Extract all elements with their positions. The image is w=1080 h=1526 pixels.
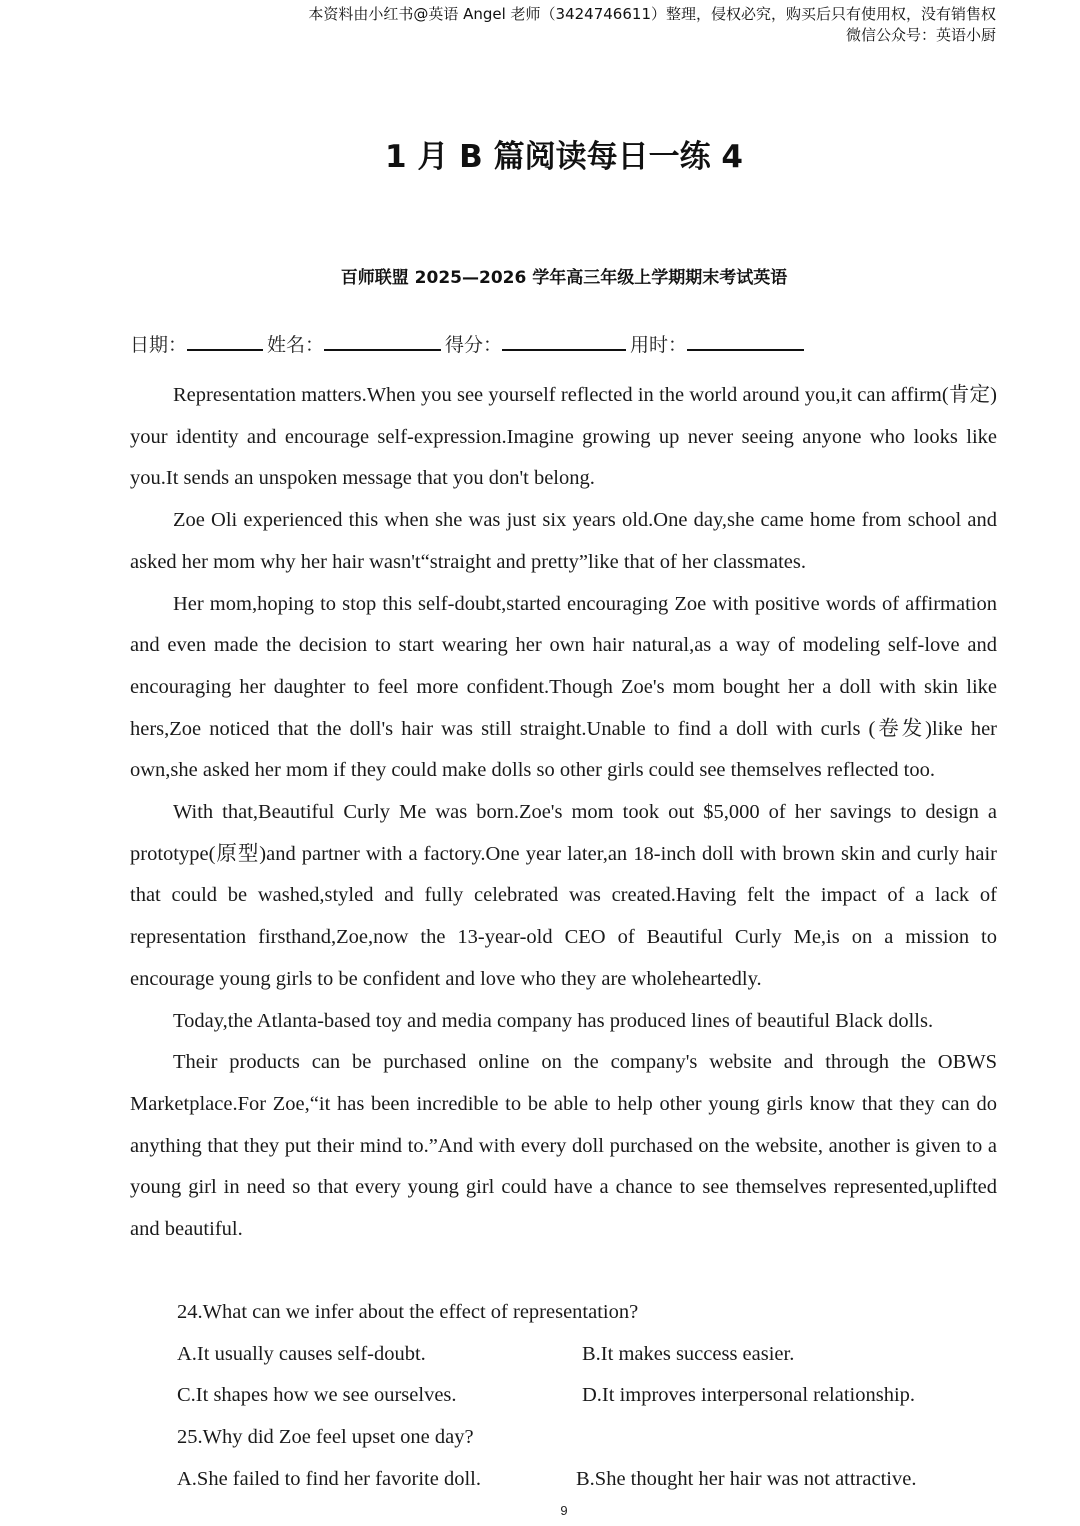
time-blank[interactable] — [687, 331, 804, 351]
name-blank[interactable] — [324, 331, 441, 351]
paragraph: Her mom,hoping to stop this self-doubt,started encouraging Zoe with positive words of affirmation and even made the decision to start wearing her own hair natural,as a way of modeling self-love and encouraging her daughter to feel more confident.Though Zoe's mom bought her a doll with skin like hers,Zoe noticed that the doll's hair was still straight.Unable to find a doll with curls (卷发)like her own,she asked her mom if they could make dolls so other girls could see themselves reflected too. — [130, 592, 997, 782]
page-title: 1 月 B 篇阅读每日一练 4 — [385, 139, 743, 175]
option-a[interactable]: A.It usually causes self-doubt. — [177, 1342, 426, 1365]
paragraph: Zoe Oli experienced this when she was just six years old.One day,she came home from school and asked her mom why her hair wasn't“straight and pretty”like that of her classmates. — [130, 509, 997, 573]
question-24-options-row1 — [177, 1334, 997, 1376]
name-label: 姓名： — [267, 334, 325, 356]
option-b[interactable]: B.It makes success easier. — [582, 1342, 795, 1365]
option-c[interactable]: C.It shapes how we see ourselves. — [177, 1384, 457, 1407]
option-d[interactable]: D.It improves interpersonal relationship. — [582, 1384, 916, 1407]
option-b[interactable]: B.She thought her hair was not attractive. — [576, 1467, 917, 1490]
wechat-line: 微信公众号：英语小厨 — [845, 26, 996, 44]
paragraph: Representation matters.When you see yourself reflected in the world around you,it can affirm(肯定) your identity and encourage self-expression.Imagine growing up never seeing anyone who looks like you.It sends an unspoken message that you don't belong. — [130, 384, 997, 490]
date-label: 日期： — [130, 334, 188, 356]
question-25-stem: 25.Why did Zoe feel upset one day? — [177, 1426, 474, 1449]
student-info-row — [130, 330, 808, 357]
paragraph: With that,Beautiful Curly Me was born.Zoe's mom took out $5,000 of her savings to design a prototype(原型)and partner with a factory.One year later,an 18-inch doll with brown skin and curly hair that could be washed,styled and fully celebrated was created.Having felt the impact of a lack of representation firsthand,Zoe,now the 13-year-old CEO of Beautiful Curly Me,is on a mission to encourage young girls to be confident and love who they are wholeheartedly. — [130, 801, 997, 990]
paragraph: Today,the Atlanta-based toy and media company has produced lines of beautiful Black dolls. — [173, 1009, 934, 1032]
copyright-line: 本资料由小红书@英语 Angel 老师（3424746611）整理，侵权必究，购买后只有使用权，没有销售权 — [308, 5, 996, 23]
reading-passage — [130, 375, 997, 1251]
score-label: 得分： — [445, 334, 503, 356]
date-blank[interactable] — [187, 331, 263, 351]
question-24-options-row2 — [177, 1375, 997, 1417]
question-25-options-row1 — [177, 1459, 997, 1501]
time-label: 用时： — [630, 334, 688, 356]
paragraph: Their products can be purchased online on the company's website and through the OBWS Marketplace.For Zoe,“it has been incredible to be able to help other young girls know that they can do anything that they put their mind to.”And with every doll purchased on the website, another is given to a young girl in need so that every young girl could have a chance to see themselves represented,uplifted and beautiful. — [130, 1051, 997, 1241]
questions-section — [177, 1292, 997, 1501]
option-a[interactable]: A.She failed to find her favorite doll. — [177, 1467, 481, 1490]
page-number: 9 — [560, 1503, 568, 1518]
question-24-stem: 24.What can we infer about the effect of representation? — [177, 1301, 639, 1323]
copyright-header — [308, 4, 996, 46]
exam-subtitle: 百师联盟 2025—2026 学年高三年级上学期期末考试英语 — [340, 268, 788, 288]
score-blank[interactable] — [502, 331, 626, 351]
